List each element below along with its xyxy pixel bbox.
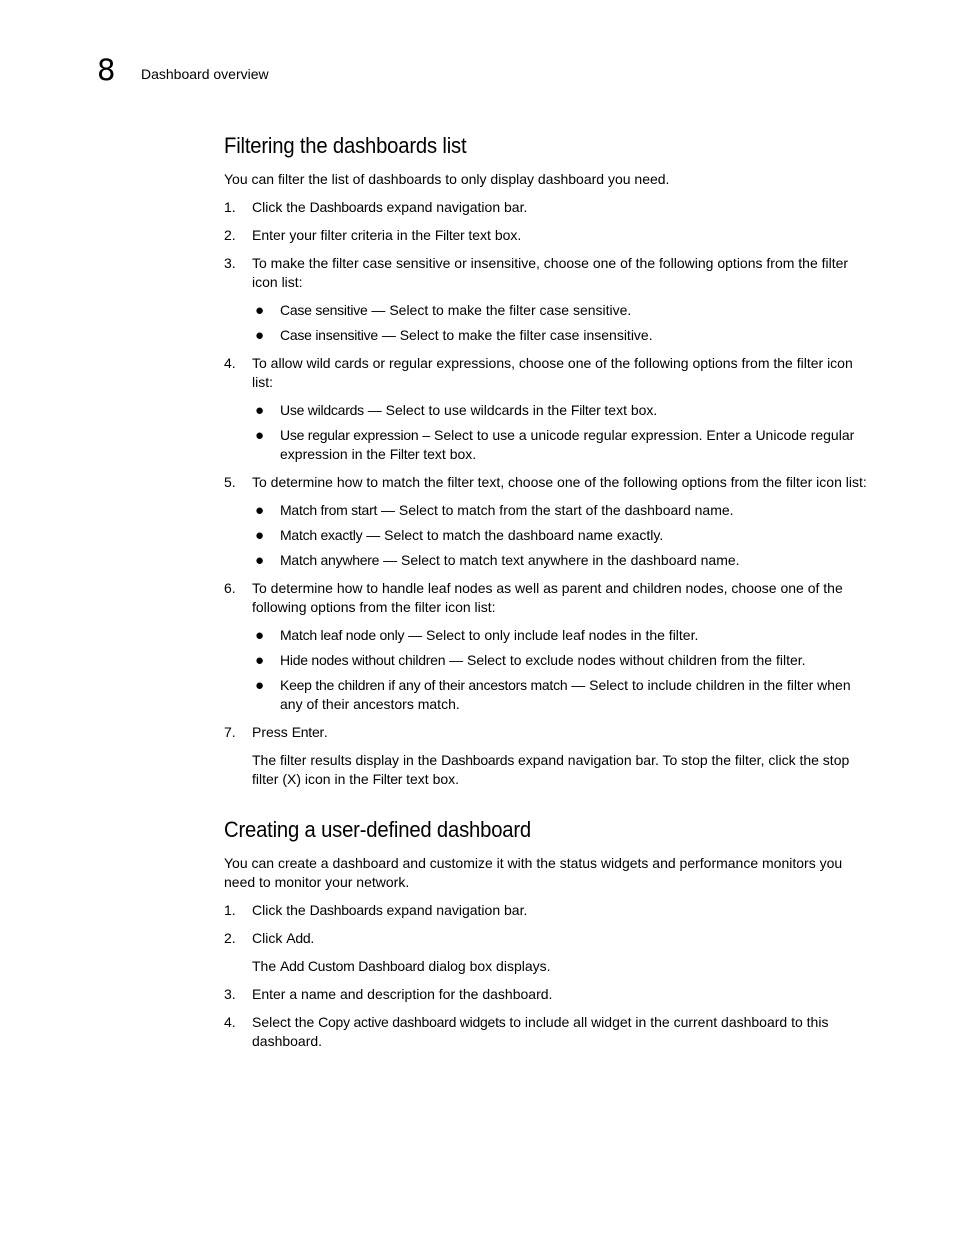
option-item: ● Hide nodes without children — Select to exclude nodes without children from the filter. bbox=[255, 652, 806, 669]
step-number: 4. bbox=[224, 1014, 236, 1030]
option-term: Case insensitive bbox=[280, 327, 378, 343]
step-text: To determine how to handle leaf nodes as well as parent and children nodes, choose one of the following options from the filter icon list: bbox=[252, 580, 843, 615]
option-term: Match anywhere bbox=[280, 552, 380, 568]
section-intro: You can create a dashboard and customize it with the status widgets and performance monitors you need to monitor your network. bbox=[224, 855, 843, 890]
option-item: ● Use regular expression – Select to use a unicode regular expression. Enter a Unicode regular expression in the Filter text box. bbox=[255, 427, 855, 462]
option-list bbox=[252, 301, 874, 345]
ui-term: Filter bbox=[570, 402, 601, 418]
step-number: 3. bbox=[224, 986, 236, 1002]
option-term: Match from start bbox=[280, 502, 378, 518]
section-heading-creating: Creating a user-defined dashboard bbox=[224, 817, 532, 842]
step-item bbox=[224, 226, 874, 245]
filtering-steps-list bbox=[224, 198, 874, 789]
option-item: ● Match from start — Select to match from the start of the dashboard name. bbox=[255, 502, 734, 519]
step-text: Click the Dashboards expand navigation bar. bbox=[252, 199, 528, 215]
step-number: 7. bbox=[224, 724, 236, 740]
option-item: ● Match leaf node only — Select to only include leaf nodes in the filter. bbox=[255, 627, 699, 644]
step-item bbox=[224, 723, 874, 789]
creating-steps-list bbox=[224, 901, 874, 1051]
option-term: Match exactly bbox=[280, 527, 363, 543]
ui-term: Enter bbox=[291, 724, 324, 740]
bullet-icon: ● bbox=[255, 502, 265, 519]
option-term: Keep the children if any of their ancestors match bbox=[280, 677, 568, 693]
chapter-title: Dashboard overview bbox=[141, 66, 269, 82]
option-term: Case sensitive bbox=[280, 302, 368, 318]
step-text: To determine how to match the filter text, choose one of the following options from the filter icon list: bbox=[252, 474, 867, 490]
ui-term: Copy active dashboard widgets bbox=[318, 1014, 506, 1030]
option-term: Hide nodes without children bbox=[280, 652, 446, 668]
ui-term: Filter bbox=[389, 446, 420, 462]
step-item bbox=[224, 579, 874, 714]
ui-term: Add bbox=[286, 930, 311, 946]
option-item: ● Match anywhere — Select to match text anywhere in the dashboard name. bbox=[255, 552, 740, 569]
option-item: ● Use wildcards — Select to use wildcards in the Filter text box. bbox=[255, 402, 658, 419]
step-item bbox=[224, 198, 874, 217]
step-number: 1. bbox=[224, 902, 236, 918]
bullet-icon: ● bbox=[255, 427, 265, 444]
bullet-icon: ● bbox=[255, 677, 265, 694]
step-text: To make the filter case sensitive or insensitive, choose one of the following options from the filter icon list: bbox=[252, 255, 849, 290]
option-list bbox=[252, 626, 874, 714]
bullet-icon: ● bbox=[255, 402, 265, 419]
step-number: 6. bbox=[224, 580, 236, 596]
step-item bbox=[224, 354, 874, 464]
ui-term: Dashboards bbox=[441, 752, 515, 768]
step-number: 5. bbox=[224, 474, 236, 490]
step-text: Enter your filter criteria in the Filter text box. bbox=[252, 227, 522, 243]
ui-term: Filter bbox=[372, 771, 403, 787]
step-note: The filter results display in the Dashboards expand navigation bar. To stop the filter, click the stop filter (X) icon in the Filter text box. bbox=[252, 752, 850, 787]
page-content bbox=[224, 131, 874, 1060]
step-text: Press Enter. bbox=[252, 724, 328, 740]
step-item bbox=[224, 1013, 874, 1051]
step-number: 3. bbox=[224, 255, 236, 271]
step-number: 4. bbox=[224, 355, 236, 371]
bullet-icon: ● bbox=[255, 302, 265, 319]
step-item bbox=[224, 254, 874, 345]
ui-term: Add Custom Dashboard bbox=[280, 958, 425, 974]
option-item: ● Keep the children if any of their ancestors match — Select to include children in the filter when any of their ancestors match. bbox=[255, 677, 851, 712]
bullet-icon: ● bbox=[255, 652, 265, 669]
step-note: The Add Custom Dashboard dialog box displays. bbox=[252, 958, 551, 974]
section-heading-filtering: Filtering the dashboards list bbox=[224, 133, 467, 158]
option-term: Use wildcards bbox=[280, 402, 364, 418]
option-item: ● Case sensitive — Select to make the filter case sensitive. bbox=[255, 302, 632, 319]
option-list bbox=[252, 501, 874, 570]
bullet-icon: ● bbox=[255, 327, 265, 344]
step-text: Select the Copy active dashboard widgets to include all widget in the current dashboard to this dashboard. bbox=[252, 1014, 829, 1049]
step-text: Click Add. bbox=[252, 930, 315, 946]
bullet-icon: ● bbox=[255, 527, 265, 544]
option-term: Use regular expression bbox=[280, 427, 419, 443]
ui-term: Dashboards bbox=[309, 902, 383, 918]
bullet-icon: ● bbox=[255, 627, 265, 644]
option-term: Match leaf node only bbox=[280, 627, 405, 643]
step-text: Click the Dashboards expand navigation bar. bbox=[252, 902, 528, 918]
step-text: Enter a name and description for the dashboard. bbox=[252, 986, 553, 1002]
ui-term: Dashboards bbox=[309, 199, 383, 215]
step-number: 1. bbox=[224, 199, 236, 215]
option-list bbox=[252, 401, 874, 464]
section-intro: You can filter the list of dashboards to only display dashboard you need. bbox=[224, 171, 670, 187]
step-item bbox=[224, 901, 874, 920]
option-item: ● Case insensitive — Select to make the filter case insensitive. bbox=[255, 327, 653, 344]
option-item: ● Match exactly — Select to match the dashboard name exactly. bbox=[255, 527, 664, 544]
step-item bbox=[224, 473, 874, 570]
chapter-number: 8 bbox=[97, 53, 116, 87]
step-item bbox=[224, 985, 874, 1004]
ui-term: Filter bbox=[434, 227, 465, 243]
step-number: 2. bbox=[224, 227, 236, 243]
bullet-icon: ● bbox=[255, 552, 265, 569]
step-number: 2. bbox=[224, 930, 236, 946]
step-item bbox=[224, 929, 874, 976]
step-text: To allow wild cards or regular expressions, choose one of the following options from the filter icon list: bbox=[252, 355, 853, 390]
